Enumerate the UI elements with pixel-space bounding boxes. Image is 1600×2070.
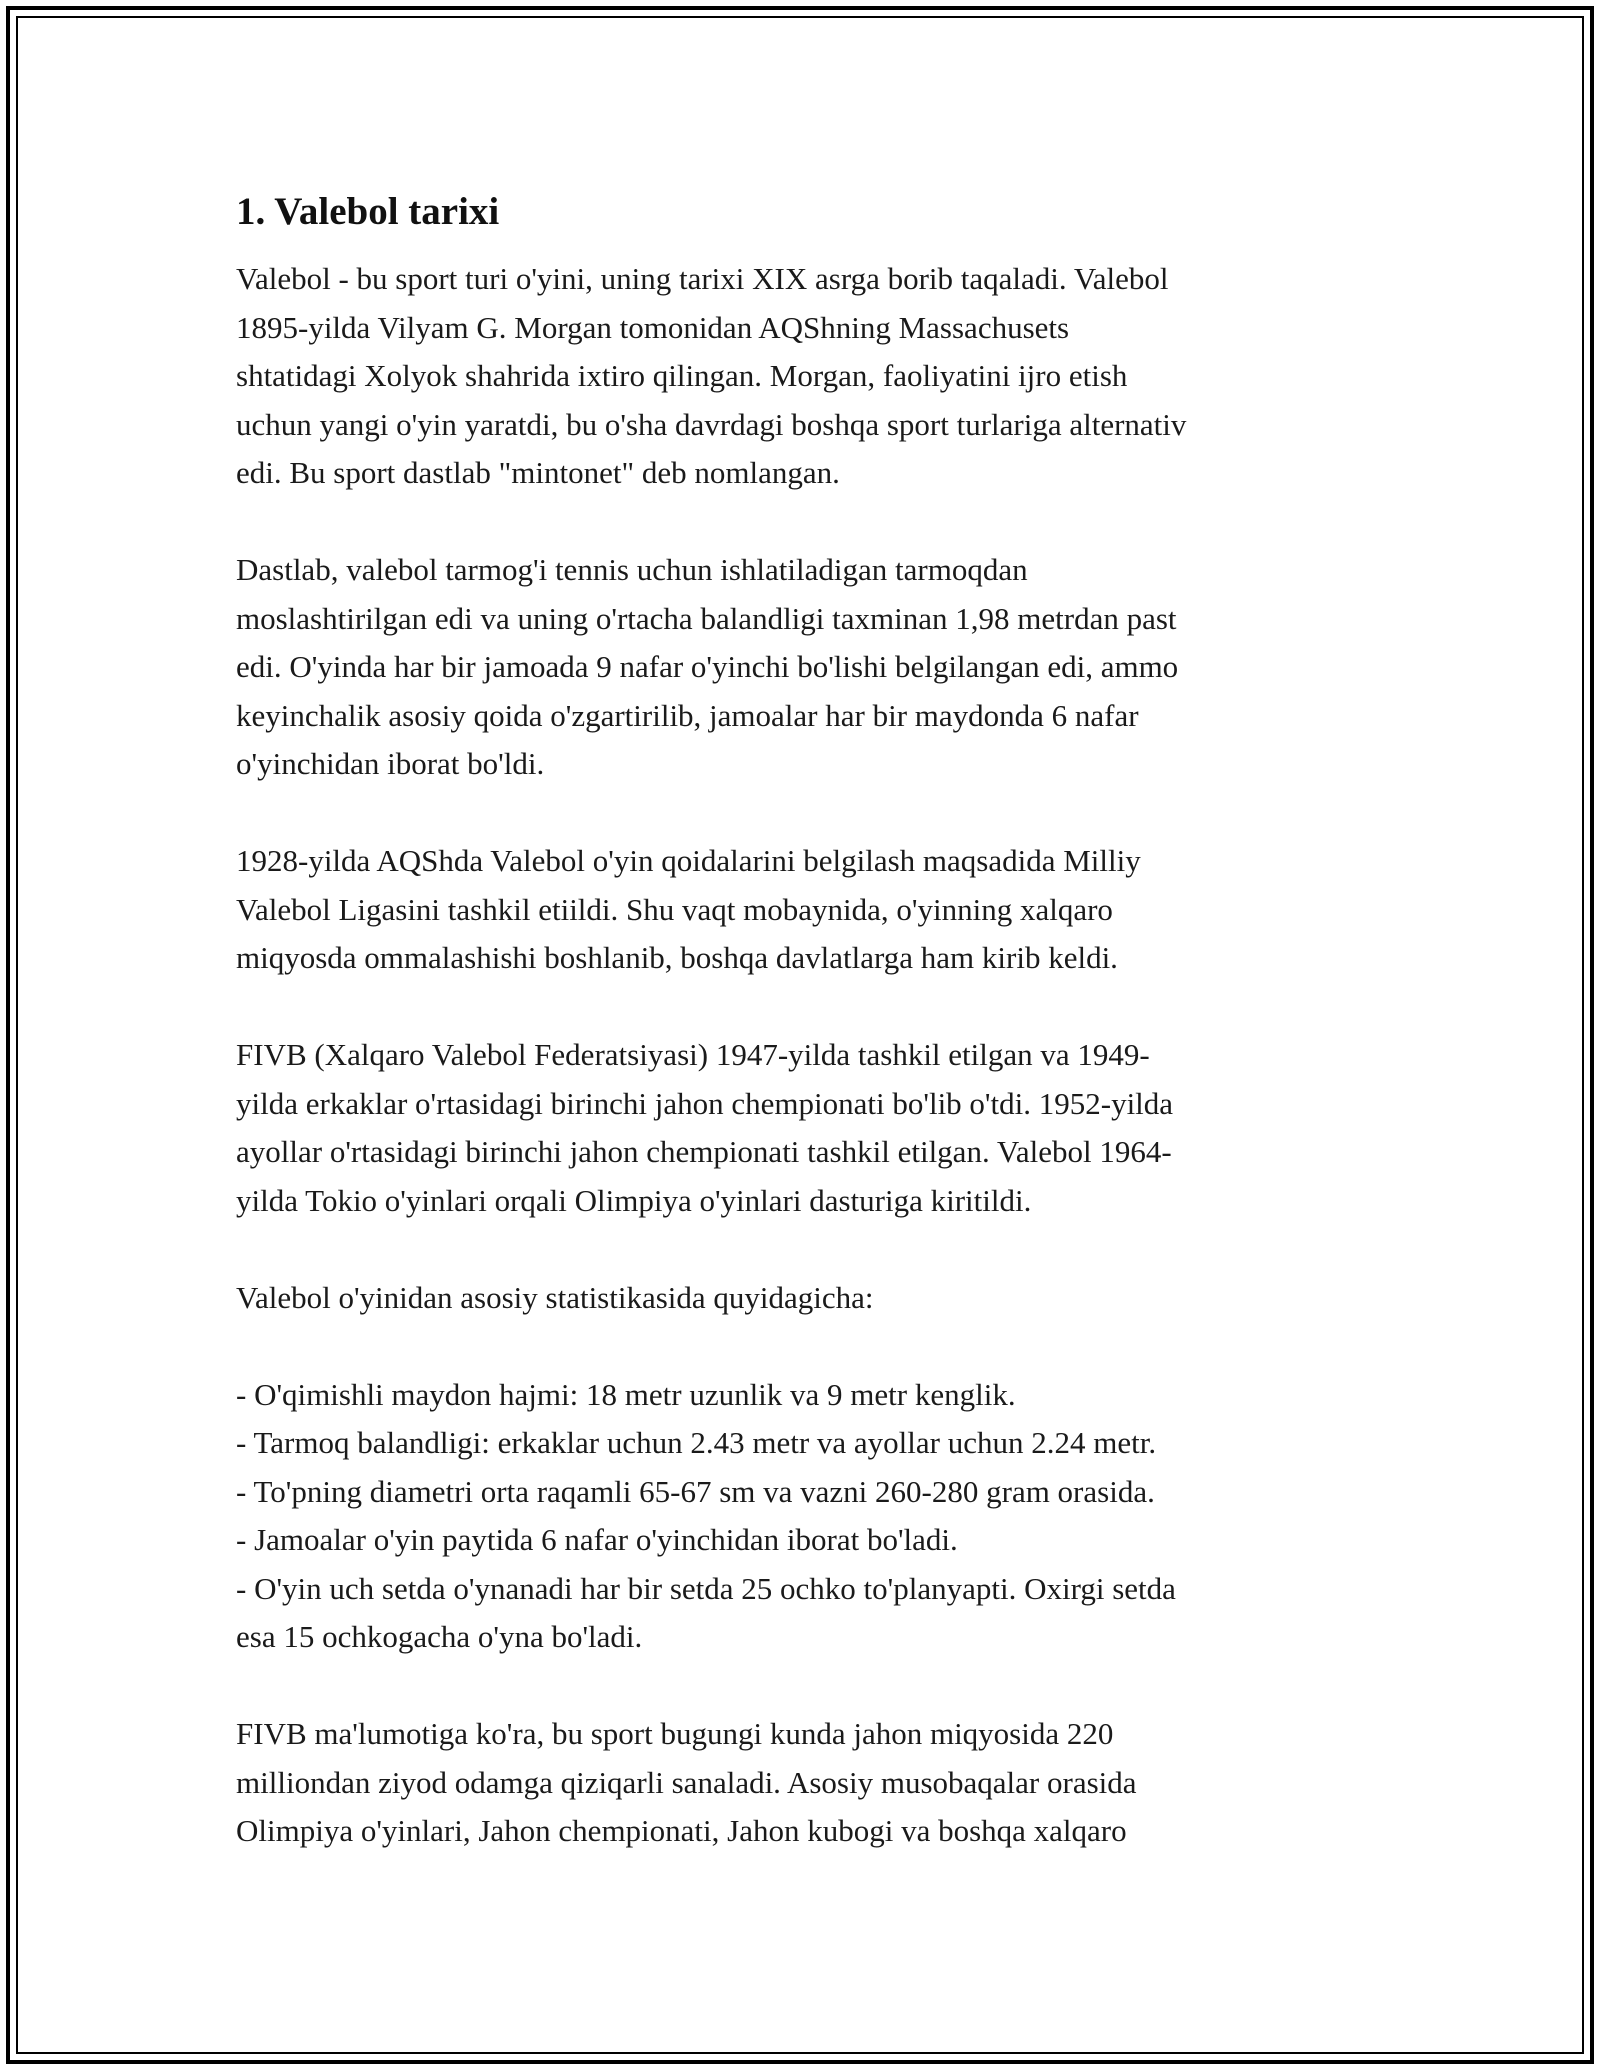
paragraph-statistics-intro: Valebol o'yinidan asosiy statistikasida quyidagicha: xyxy=(236,1279,874,1315)
paragraph-fivb-championships: FIVB (Xalqaro Valebol Federatsiyasi) 1947-yilda tashkil etilgan va 1949- yilda erkaklar o'rtasidagi birinchi jahon chempionati bo'lib o'tdi. 1952-yilda ayollar o'rtasidagi birinchi jahon chempionati tashkil etilgan. Valebol 1964- yilda Tokio o'yinlari orqali Olimpiya o'yinlari dasturiga kiritildi. xyxy=(236,1037,1174,1218)
paragraph-national-league: 1928-yilda AQShda Valebol o'yin qoidalarini belgilash maqsadida Milliy Valebol Ligasini tashkil etiildi. Shu vaqt mobaynida, o'yinning xalqaro miqyosda ommalashishi boshlanib, boshqa davlatlarga ham kirib keldi. xyxy=(236,843,1141,975)
statistics-list: - O'qimishli maydon hajmi: 18 metr uzunlik va 9 metr kenglik. - Tarmoq balandligi: erkaklar uchun 2.43 metr va ayollar uchun 2.24 metr. - To'pning diametri orta raqamli 65-67 sm va vazni 260-280 gram orasida. - Jamoalar o'yin paytida 6 nafar o'yinchidan iborat bo'ladi. - O'yin uch setda o'ynanadi har bir setda 25 ochko to'planyapti. Oxirgi setda esa 15 ochkogacha o'yna bo'ladi. xyxy=(236,1376,1176,1654)
document-body xyxy=(236,188,1376,1856)
paragraph-net-and-players: Dastlab, valebol tarmog'i tennis uchun ishlatiladigan tarmoqdan moslashtirilgan edi va uning o'rtacha balandligi taxminan 1,98 metrdan past edi. O'yinda har bir jamoada 9 nafar o'yinchi bo'lishi belgilangan edi, ammo keyinchalik asosiy qoida o'zgartirilib, jamoalar har bir maydonda 6 nafar o'yinchidan iborat bo'ldi. xyxy=(236,552,1179,781)
paragraph-history-origin: Valebol - bu sport turi o'yini, uning tarixi XIX asrga borib taqaladi. Valebol 1895-yilda Vilyam G. Morgan tomonidan AQShning Massachusets shtatidagi Xolyok shahrida ixtiro qilingan. Morgan, faoliyatini ijro etish uchun yangi o'yin yaratdi, bu o'sha davrdagi boshqa sport turlariga alternativ edi. Bu sport dastlab "mintonet" deb nomlangan. xyxy=(236,261,1187,490)
page-title: 1. Valebol tarixi xyxy=(236,190,500,233)
paragraph-popularity: FIVB ma'lumotiga ko'ra, bu sport bugungi kunda jahon miqyosida 220 milliondan ziyod odamga qiziqarli sanaladi. Asosiy musobaqalar orasida Olimpiya o'yinlari, Jahon chempionati, Jahon kubogi va boshqa xalqaro xyxy=(236,1716,1137,1848)
